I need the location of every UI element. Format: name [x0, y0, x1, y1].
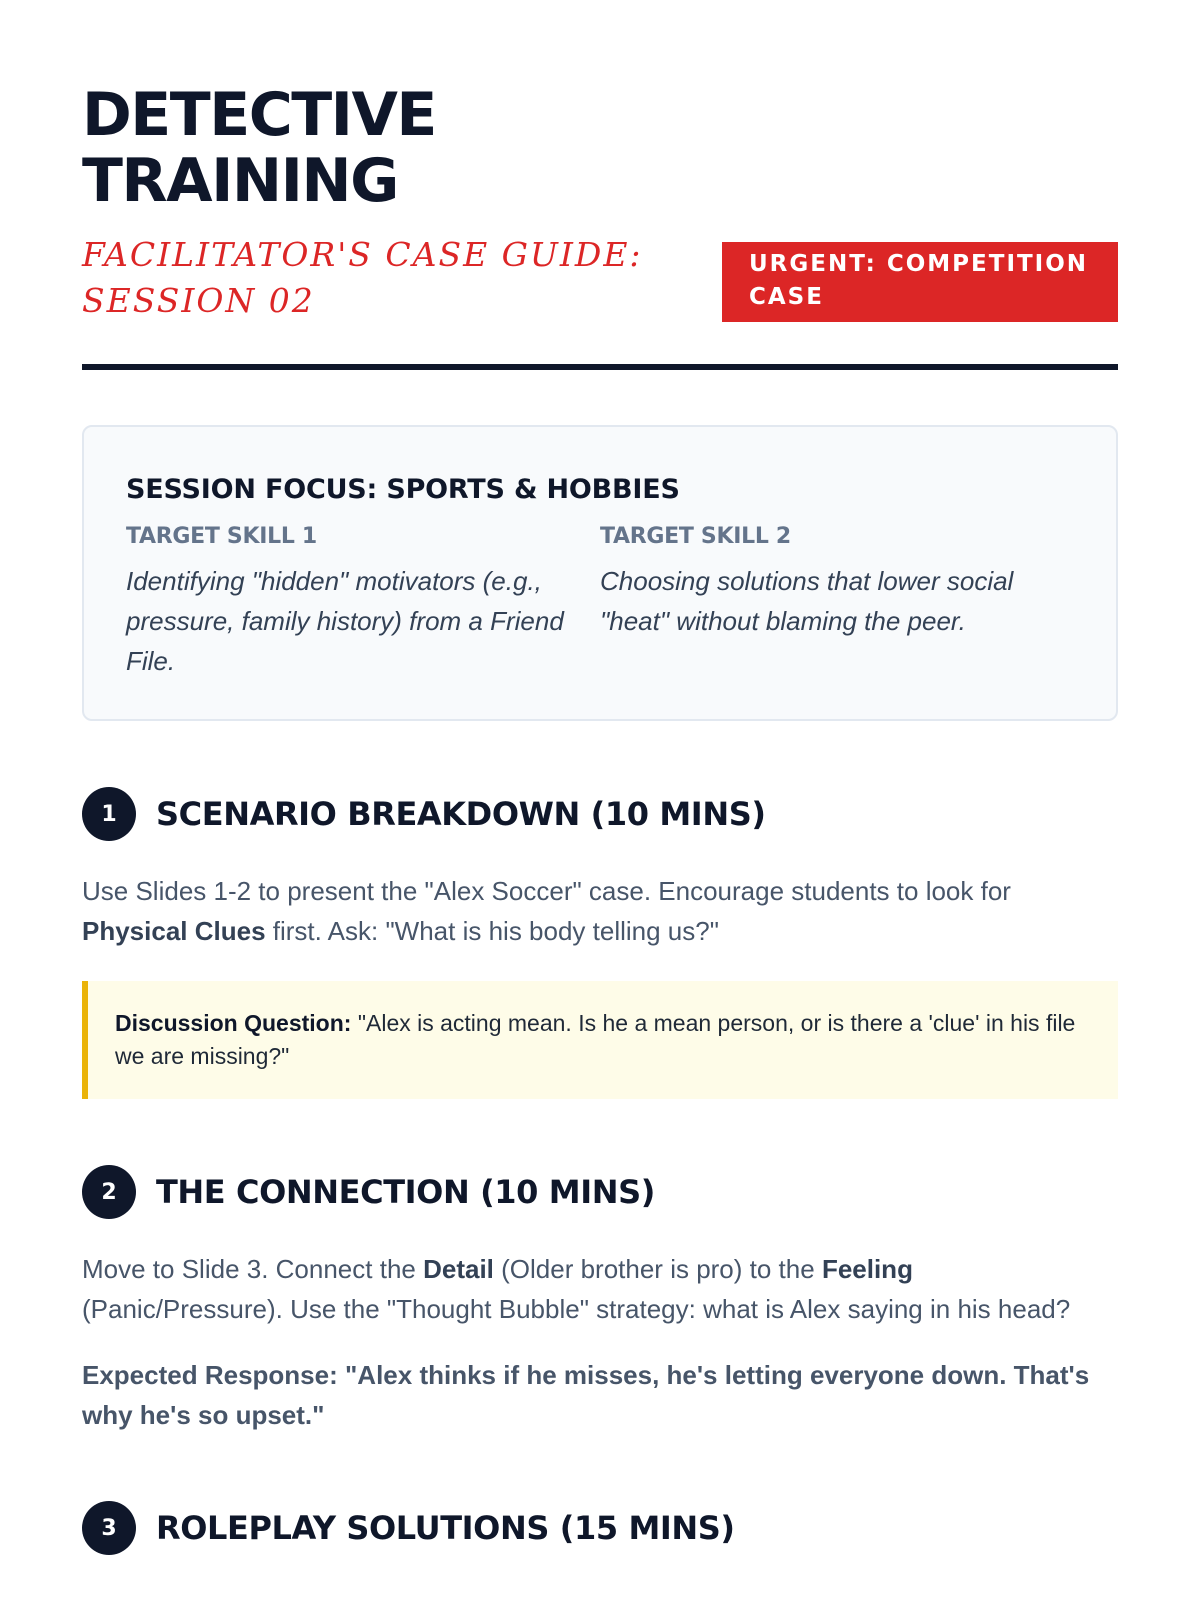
target-skill-label: TARGET SKILL 2 — [600, 524, 791, 549]
section-title: SCENARIO BREAKDOWN (10 MINS) — [156, 795, 766, 833]
section-title: THE CONNECTION (10 MINS) — [156, 1173, 655, 1211]
paragraph-text: first. Ask: "What is his body telling us?" — [265, 916, 719, 946]
target-skill-label: TARGET SKILL 1 — [126, 524, 317, 549]
title-line-2: TRAINING — [82, 146, 398, 216]
step-number-badge: 1 — [82, 787, 136, 841]
section-paragraph — [82, 871, 1118, 951]
paragraph-text: Use Slides 1-2 to present the "Alex Soccer" case. Encourage students to look for — [82, 876, 1011, 906]
section-roleplay-solutions — [82, 1501, 1118, 1555]
discussion-question-callout — [82, 981, 1118, 1099]
section-header — [82, 1501, 1118, 1555]
page-title — [82, 82, 1118, 214]
section-paragraph — [82, 1249, 1118, 1329]
urgent-badge — [722, 242, 1118, 322]
step-number-badge: 3 — [82, 1501, 136, 1555]
target-skill-1 — [126, 523, 600, 681]
page-subtitle — [82, 232, 643, 324]
callout-text: "Alex is acting mean. Is he a mean person, or is there a 'clue' in his file we are missing?" — [115, 1010, 1076, 1069]
section-header — [82, 787, 1118, 841]
paragraph-bold-text: Detail — [423, 1254, 494, 1284]
target-skill-text: Identifying "hidden" motivators (e.g., pressure, family history) from a Friend File. — [126, 566, 564, 676]
paragraph-bold-text: Feeling — [821, 1254, 913, 1284]
step-number-badge: 2 — [82, 1165, 136, 1219]
page-header — [82, 0, 1118, 370]
section-title: ROLEPLAY SOLUTIONS (15 MINS) — [156, 1509, 735, 1547]
subtitle-line-1: FACILITATOR'S CASE GUIDE: — [82, 235, 643, 274]
paragraph-bold-text: Physical Clues — [82, 916, 266, 946]
callout-label: Discussion Question: — [115, 1010, 352, 1036]
expected-response: Expected Response: "Alex thinks if he misses, he's letting everyone down. That's why he's so upset." — [82, 1360, 1090, 1430]
section-connection — [82, 1165, 1118, 1435]
section-scenario-breakdown — [82, 787, 1118, 1099]
header-row — [82, 232, 1118, 324]
paragraph-text: (Older brother is pro) to the — [493, 1254, 822, 1284]
target-skill-2 — [600, 523, 1074, 681]
urgent-badge-line-1: URGENT: COMPETITION — [749, 251, 1089, 277]
target-skills — [126, 523, 1074, 681]
title-line-1: DETECTIVE — [82, 80, 436, 150]
session-focus-card — [82, 425, 1118, 721]
section-header — [82, 1165, 1118, 1219]
paragraph-text: (Panic/Pressure). Use the "Thought Bubble" strategy: what is Alex saying in his head? — [82, 1294, 1071, 1324]
subtitle-line-2: SESSION 02 — [82, 281, 315, 320]
paragraph-text: Move to Slide 3. Connect the — [82, 1254, 424, 1284]
header-divider — [82, 364, 1118, 370]
session-focus-title: SESSION FOCUS: SPORTS & HOBBIES — [126, 474, 680, 505]
target-skill-text: Choosing solutions that lower social "heat" without blaming the peer. — [600, 566, 1014, 636]
urgent-badge-line-2: CASE — [749, 284, 824, 310]
